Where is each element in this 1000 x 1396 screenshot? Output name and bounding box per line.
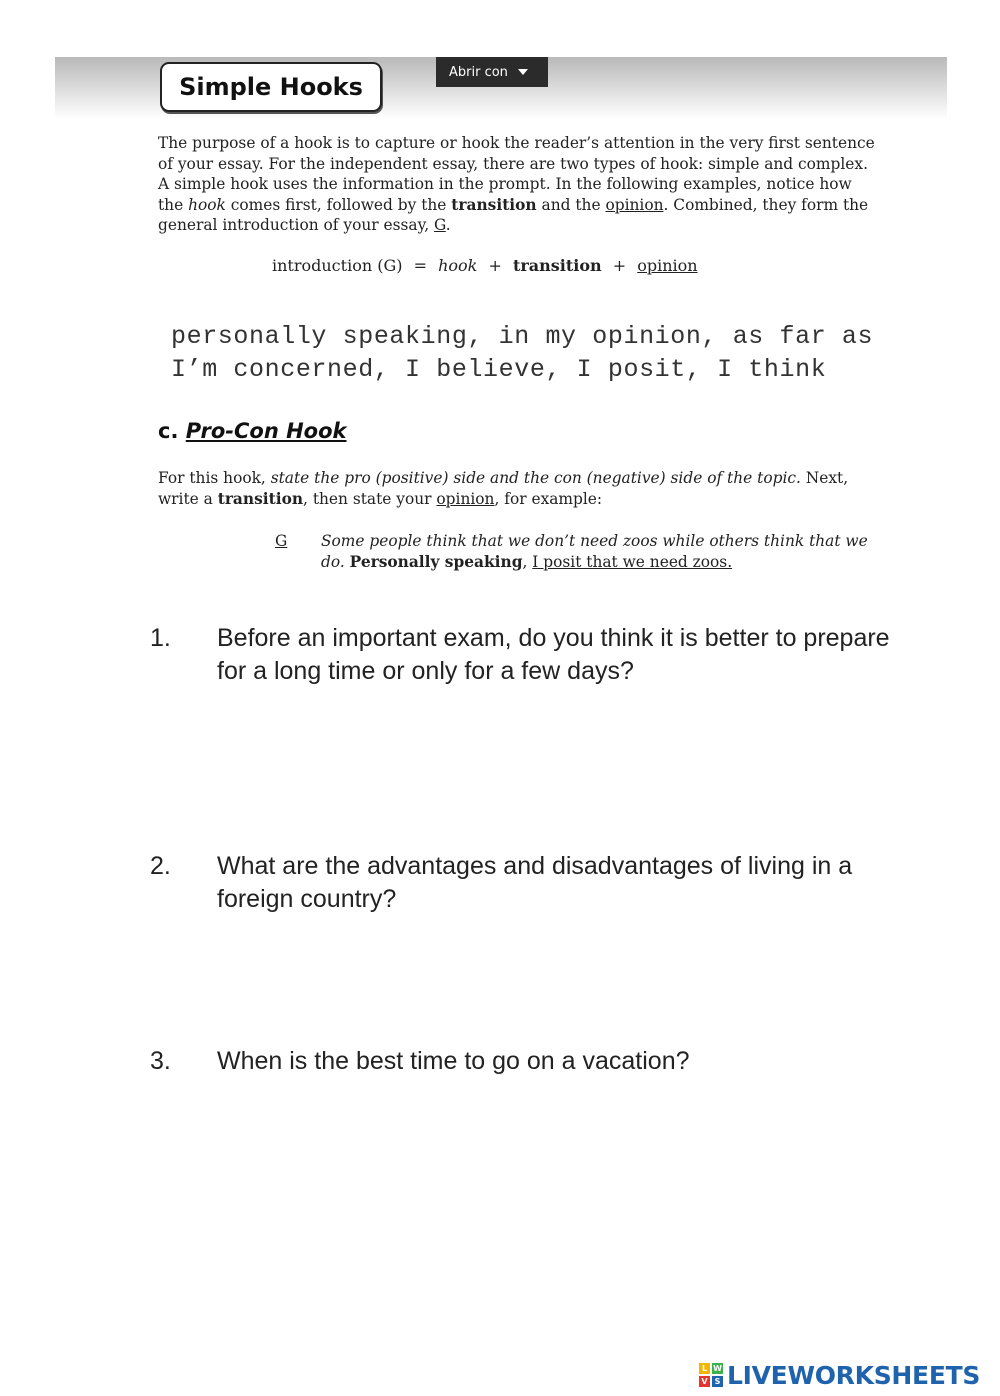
liveworksheets-logo (699, 1360, 980, 1390)
procon-italic: state the pro (positive) side and the con (negative) side of the topic. (270, 469, 801, 487)
procon-text-1: For this hook, (158, 469, 271, 487)
logo-text: LIVEWORKSHEETS (727, 1360, 981, 1390)
logo-mark-cell: V (699, 1376, 710, 1387)
formula-line (272, 256, 704, 275)
formula-equals: = (413, 256, 427, 275)
procon-text-2: Next, write a (158, 469, 849, 508)
logo-mark-icon (699, 1363, 723, 1387)
example-italic: Some people think that we don’t need zoos while others think that we do. (321, 532, 868, 571)
question-number: 2. (150, 852, 171, 880)
formula-opinion: opinion (637, 256, 698, 275)
intro-paragraph (158, 133, 878, 236)
transition-phrases: personally speaking, in my opinion, as far as I’m concerned, I believe, I posit, I think (171, 322, 874, 384)
intro-g-word: G (434, 216, 446, 235)
intro-opinion-word: opinion (605, 195, 664, 214)
procon-text-3: , then state your (303, 489, 437, 508)
example-bold: Personally speaking (349, 553, 523, 571)
page-title-text: Simple Hooks (179, 73, 363, 101)
logo-mark-cell: L (699, 1363, 710, 1374)
procon-paragraph (158, 468, 878, 509)
formula-transition: transition (512, 256, 602, 275)
example-text (321, 531, 881, 573)
question-text: Before an important exam, do you think it is better to prepare for a long time or only for a few days? (217, 624, 890, 685)
question-text: What are the advantages and disadvantages of living in a foreign country? (217, 852, 853, 913)
example-label: G (275, 532, 288, 550)
logo-mark-cell: S (712, 1376, 723, 1387)
question-text: When is the best time to go on a vacation? (217, 1047, 690, 1075)
formula-hook: hook (438, 256, 478, 275)
section-heading (158, 419, 347, 443)
question-number: 3. (150, 1047, 171, 1075)
page-title (160, 62, 382, 112)
logo-mark-cell: W (713, 1364, 722, 1373)
intro-text-2: comes first, followed by the (225, 195, 452, 214)
intro-text-4: . Combined, they form the general introduction of your essay, (158, 195, 869, 235)
intro-hook-word: hook (188, 195, 226, 214)
open-with-button[interactable] (436, 57, 548, 87)
intro-text-5: . (445, 216, 451, 235)
question-number: 1. (150, 624, 171, 652)
intro-transition-word: transition (451, 195, 537, 214)
intro-text-1: The purpose of a hook is to capture or hook the reader’s attention in the very first sentence of your essay. For the independent essay, there are two types of hook: simple and complex. A simple hook uses the information in the prompt. In the following examples, notice how the (158, 134, 875, 214)
procon-text-4: , for example: (494, 489, 603, 508)
section-title: Pro-Con Hook (185, 419, 347, 443)
example-comma: , (522, 553, 528, 571)
example-underlined: I posit that we need zoos. (532, 553, 733, 571)
section-prefix: c. (158, 419, 179, 443)
caret-down-icon (518, 69, 528, 75)
open-with-label: Abrir con (449, 64, 508, 80)
formula-plus-2: + (612, 256, 627, 275)
formula-plus-1: + (488, 256, 502, 275)
procon-transition: transition (217, 489, 304, 508)
procon-opinion: opinion (436, 489, 495, 508)
formula-lhs: introduction (G) (272, 256, 403, 275)
intro-text-3: and the (541, 195, 606, 214)
